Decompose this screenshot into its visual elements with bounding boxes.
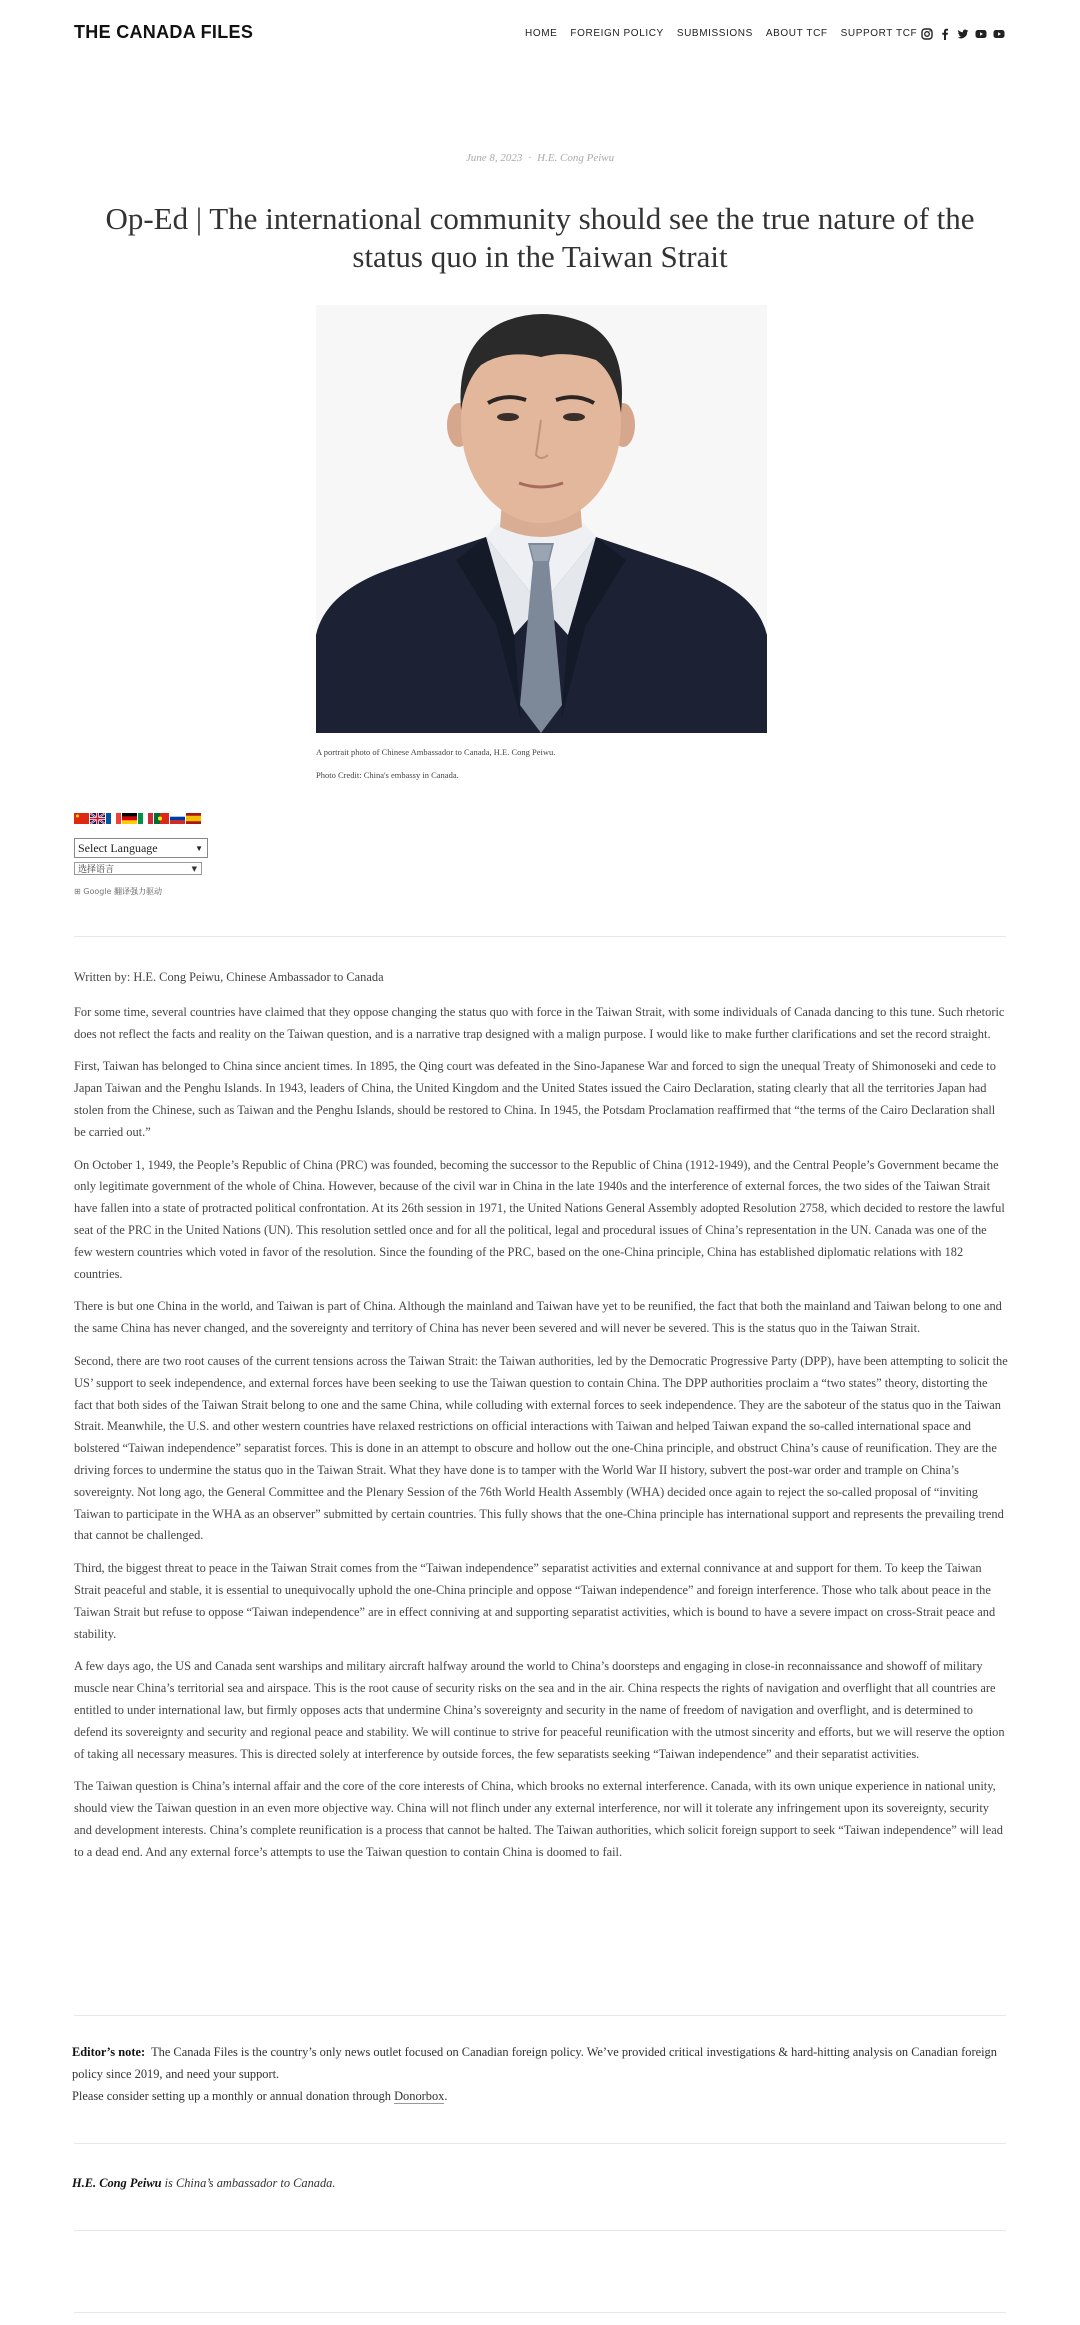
social-links <box>921 28 1005 40</box>
language-flags <box>74 813 201 824</box>
image-caption <box>316 746 555 792</box>
article-paragraph: A few days ago, the US and Canada sent warships and military aircraft halfway around the world to China’s doorsteps and engaging in close-in reconnaissance and showoff of military muscle near China’s territorial sea and airspace. This is the root cause of security risks on the sea and in the air. China respects the rights of navigation and overflight that all countries are entitled to under international law, but firmly opposes acts that undermine China’s sovereignty and security in the name of freedom of navigation and overflight, and is determined to defend its sovereignty and security and regional peace and stability. We will continue to strive for peaceful reunification with the utmost sincerity and efforts, but we will reserve the option of taking all necessary measures. This is directed solely at interference by outside forces, the few separatists seeking “Taiwan independence” and their separatist activities. <box>74 1659 1005 1761</box>
editors-note-label: Editor’s note: <box>72 2045 146 2059</box>
site-header <box>0 0 1080 68</box>
instagram-icon[interactable] <box>921 28 933 40</box>
language-select-value: Select Language <box>78 840 158 855</box>
article-paragraph: Second, there are two root causes of the current tensions across the Taiwan Strait: the Taiwan authorities, led by the Democratic Progressive Party (DPP), have been attempting to solicit the US’ support to seek independence, and external forces have been seeking to use the Taiwan question to contain China. The DPP authorities proclaim a “two states” theory, distorting the fact that both sides of the Taiwan Strait belong to one and the same China, while colluding with external forces to seek independence. They are the saboteur of the status quo in the Taiwan Strait. Meanwhile, the U.S. and other western countries have relaxed restrictions on official interactions with Taiwan and helped Taiwan expand the so-called international space and bolstered “Taiwan independence” separatist forces. This is done in an attempt to obscure and hollow out the one-China principle, and obstruct China’s cause of reunification. They are the driving forces to undermine the status quo in the Taiwan Strait. What they have done is to tamper with the World War II history, subvert the post-war order and trample on China’s sovereignty. Not long ago, the General Committee and the Plenary Session of the 76th World Health Assembly (WHA) decided once again to reject the so-called proposal of “inviting Taiwan to participate in the WHA as an observer” submitted by certain countries. This fully shows that the one-China principle has international support and represents the prevailing trend that cannot be challenged. <box>74 1353 1008 1543</box>
chevron-down-icon: ▼ <box>195 844 203 853</box>
flag-spain-icon[interactable] <box>186 813 201 824</box>
youtube-icon[interactable] <box>975 28 987 40</box>
google-logo-icon: ⊞ <box>74 887 81 896</box>
nav-support[interactable]: SUPPORT TCF <box>840 28 918 39</box>
author-bio <box>72 2176 335 2191</box>
nav-foreign-policy[interactable]: FOREIGN POLICY <box>570 28 664 39</box>
language-select[interactable] <box>74 838 208 858</box>
photo-credit: Photo Credit: China's embassy in Canada. <box>316 770 459 780</box>
meta-separator: · <box>528 152 532 164</box>
article-paragraph: For some time, several countries have claimed that they oppose changing the status quo with force in the Taiwan Strait, with some individuals of Canada dancing to this tune. Such rhetoric does not reflect the facts and reality on the Taiwan question, and is a narrative trap designed with a malign purpose. I would like to make further clarifications and set the record straight. <box>74 1004 1005 1041</box>
caption-text: A portrait photo of Chinese Ambassador to Canada, H.E. Cong Peiwu. <box>316 747 556 757</box>
flag-france-icon[interactable] <box>106 813 121 824</box>
facebook-icon[interactable] <box>939 28 951 40</box>
divider <box>74 2312 1006 2313</box>
editors-note-text: The Canada Files is the country’s only news outlet focused on Canadian foreign policy. We’ve provided critical investigations & hard-hitting analysis on Canadian foreign policy since 2019, and need your support. <box>72 2045 997 2081</box>
flag-germany-icon[interactable] <box>122 813 137 824</box>
flag-italy-icon[interactable] <box>138 813 153 824</box>
donate-prefix: Please consider setting up a monthly or annual donation through <box>72 2088 395 2103</box>
google-translate-select[interactable] <box>74 862 202 875</box>
youtube-icon[interactable] <box>993 28 1005 40</box>
powered-google[interactable]: Google <box>83 887 112 896</box>
google-translate-credit <box>74 886 162 897</box>
nav-submissions[interactable]: SUBMISSIONS <box>676 28 753 39</box>
post-author[interactable]: H.E. Cong Peiwu <box>537 152 615 164</box>
site-title[interactable]: THE CANADA FILES <box>74 22 254 42</box>
article-paragraph: There is but one China in the world, and Taiwan is part of China. Although the mainland and Taiwan have yet to be reunified, the fact that both the mainland and Taiwan belong to one and the same China has never changed, and the sovereignty and territory of China has never been severed and will never be severed. This is the status quo in the Taiwan Strait. <box>74 1299 1002 1336</box>
post-title: Op-Ed | The international community should see the true nature of the status quo in the Taiwan Strait <box>105 201 975 274</box>
divider <box>74 2230 1006 2231</box>
author-bio-text: is China’s ambassador to Canada. <box>161 2176 336 2190</box>
article-paragraph: First, Taiwan has belonged to China since ancient times. In 1895, the Qing court was defeated in the Sino-Japanese War and forced to sign the unequal Treaty of Shimonoseki and cede to Japan Taiwan and the Penghu Islands. In 1943, leaders of China, the United Kingdom and the United States issued the Cairo Declaration, stating clearly that all the territories Japan had stolen from the Chinese, such as Taiwan and the Penghu Islands, should be restored to China. In 1945, the Potsdam Proclamation reaffirmed that “the terms of the Cairo Declaration shall be carried out.” <box>74 1059 996 1139</box>
divider <box>74 936 1006 937</box>
powered-suffix: 翻译强力驱动 <box>114 887 163 896</box>
flag-china-icon[interactable] <box>74 813 89 824</box>
flag-russia-icon[interactable] <box>170 813 185 824</box>
article-paragraph: Third, the biggest threat to peace in the Taiwan Strait comes from the “Taiwan independence” separatist activities and external connivance at and support for them. To keep the Taiwan Strait peaceful and stable, it is essential to unequivocally uphold the one-China principle and oppose “Taiwan independence” and foreign interference. Those who talk about peace in the Taiwan Strait but refuse to oppose “Taiwan independence” are in effect conniving at and supporting separatist activities, which is bound to have a severe impact on cross-Strait peace and stability. <box>74 1561 996 1641</box>
main-nav <box>525 28 917 39</box>
post-date: June 8, 2023 <box>465 152 523 164</box>
flag-uk-icon[interactable] <box>90 813 105 824</box>
divider <box>74 2143 1006 2144</box>
author-bio-name: H.E. Cong Peiwu <box>72 2176 162 2190</box>
donate-suffix: . <box>444 2088 448 2103</box>
flag-portugal-icon[interactable] <box>154 813 169 824</box>
google-translate-value: 选择语言 <box>78 865 115 875</box>
article-paragraph: The Taiwan question is China’s internal affair and the core of the core interests of China, which brooks no external interference. Canada, with its own unique experience in national unity, should view the Taiwan question in an even more objective way. China will not flinch under any external interference, nor will it tolerate any infringement upon its sovereignty, security and development interests. China’s complete reunification is a process that cannot be halted. The Taiwan authorities, which solicit foreign support to seek “Taiwan independence” will lead to a dead end. And any external force’s attempts to use the Taiwan question to contain China is doomed to fail. <box>74 1779 1003 1859</box>
article-byline: Written by: H.E. Cong Peiwu, Chinese Ambassador to Canada <box>74 970 384 984</box>
nav-home[interactable]: HOME <box>525 28 558 39</box>
twitter-icon[interactable] <box>957 28 969 40</box>
nav-about[interactable]: ABOUT TCF <box>765 28 828 39</box>
article-paragraph: On October 1, 1949, the People’s Republic of China (PRC) was founded, becoming the successor to the Republic of China (1912-1949), and the Central People’s Government became the only legitimate government of the whole of China. However, because of the civil war in China in the late 1940s and the interference of external forces, the two sides of the Taiwan Strait have fallen into a state of protracted political confrontation. At its 26th session in 1971, the United Nations General Assembly adopted Resolution 2758, which decided to restore the lawful seat of the PRC in the United Nations (UN). This resolution settled once and for all the political, legal and procedural issues of China’s representation in the UN. Canada was one of the few western countries which voted in favor of the resolution. Since the founding of the PRC, based on the one-China principle, China has established diplomatic relations with 182 countries. <box>74 1157 1005 1281</box>
divider <box>74 2015 1006 2016</box>
post-meta <box>0 152 1080 164</box>
article-body <box>74 967 1008 1874</box>
donorbox-link[interactable]: Donorbox <box>394 2088 445 2103</box>
editors-note <box>72 2042 1006 2107</box>
author-portrait <box>316 305 767 733</box>
chevron-down-icon: ▼ <box>191 865 197 873</box>
